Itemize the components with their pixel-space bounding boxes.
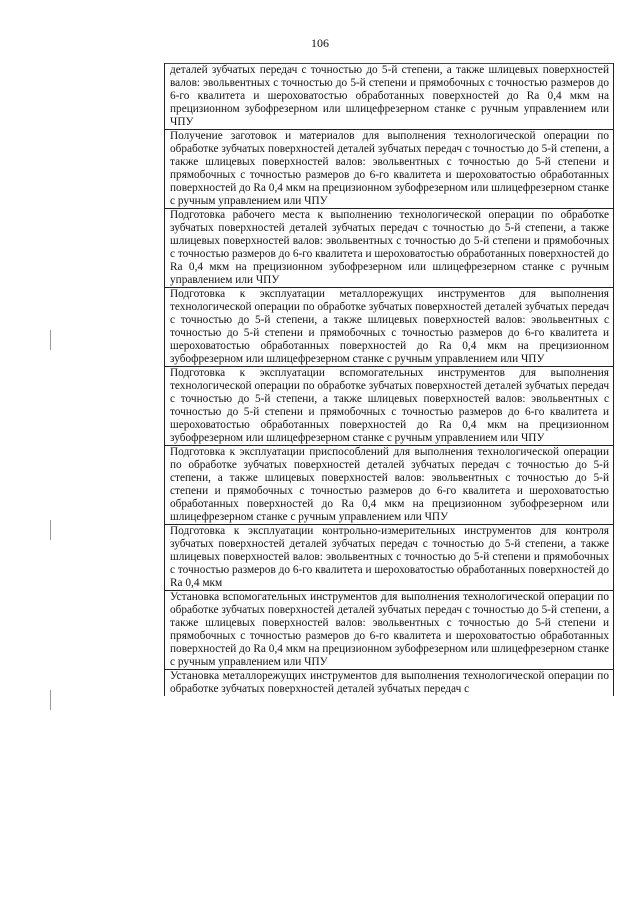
- page-number: 106: [311, 36, 329, 50]
- task-table: [164, 63, 614, 696]
- left-margin-rule: [50, 690, 51, 710]
- table-row: Получение заготовок и материалов для выполнения технологической операции по обработке зубчатых поверхностей деталей зубчатых передач с точностью до 5-й степени, а также шлицевых поверхностей валов: эвольвентных с точностью до 5-й степени и прямобочных с точностью размеров до 6-го квалитета и шероховатостью обработанных поверхностей до Ra 0,4 мкм на прецизионном зубофрезерном или шлицефрезерном станке с ручным управлением или ЧПУ: [165, 129, 613, 208]
- table-row: Установка вспомогательных инструментов для выполнения технологической операции по обработке зубчатых поверхностей деталей зубчатых передач с точностью до 5-й степени, а также шлицевых поверхностей валов: эвольвентных с точностью до 5-й степени и прямобочных с точностью размеров до 6-го квалитета и шероховатостью обработанных поверхностей до Ra 0,4 мкм на прецизионном зубофрезерном или шлицефрезерном станке с ручным управлением или ЧПУ: [165, 590, 613, 669]
- table-row: Подготовка к эксплуатации металлорежущих инструментов для выполнения технологической операции по обработке зубчатых поверхностей деталей зубчатых передач с точностью до 5-й степени, а также шлицевых поверхностей валов: эвольвентных с точностью до 5-й степени и прямобочных с точностью размеров до 6-го квалитета и шероховатостью обработанных поверхностей до Ra 0,4 мкм на прецизионном зубофрезерном или шлицефрезерном станке с ручным управлением или ЧПУ: [165, 287, 613, 366]
- table-row: Подготовка к эксплуатации приспособлений для выполнения технологической операции по обработке зубчатых поверхностей деталей зубчатых передач с точностью до 5-й степени, а также шлицевых поверхностей валов: эвольвентных с точностью до 5-й степени и прямобочных с точностью размеров до 6-го квалитета и шероховатостью обработанных поверхностей до Ra 0,4 мкм на прецизионном зубофрезерном или шлицефрезерном станке с ручным управлением или ЧПУ: [165, 445, 613, 524]
- table-row: Установка металлорежущих инструментов для выполнения технологической операции по обработке зубчатых поверхностей деталей зубчатых передач с: [165, 669, 613, 696]
- table-row: Подготовка к эксплуатации контрольно-измерительных инструментов для контроля зубчатых поверхностей деталей зубчатых передач с точностью до 5-й степени, а также шлицевых поверхностей валов: эвольвентных с точностью до 5-й степени и прямобочных с точностью размеров до 6-го квалитета и шероховатостью обработанных поверхностей до Ra 0,4 мкм: [165, 524, 613, 590]
- left-margin-rule: [50, 330, 51, 350]
- left-margin-rule: [50, 520, 51, 540]
- table-row: Подготовка рабочего места к выполнению технологической операции по обработке зубчатых поверхностей деталей зубчатых передач с точностью до 5-й степени, а также шлицевых поверхностей валов: эвольвентных с точностью до 5-й степени и прямобочных с точностью размеров до 6-го квалитета и шероховатостью обработанных поверхностей до Ra 0,4 мкм на прецизионном зубофрезерном или шлицефрезерном станке с ручным управлением или ЧПУ: [165, 208, 613, 287]
- table-row: деталей зубчатых передач с точностью до 5-й степени, а также шлицевых поверхностей валов: эвольвентных с точностью до 5-й степени и прямобочных с точностью размеров до 6-го квалитета и шероховатостью обработанных поверхностей до Ra 0,4 мкм на прецизионном зубофрезерном или шлицефрезерном станке с ручным управлением или ЧПУ: [165, 63, 613, 129]
- table-row: Подготовка к эксплуатации вспомогательных инструментов для выполнения технологической операции по обработке зубчатых поверхностей деталей зубчатых передач с точностью до 5-й степени, а также шлицевых поверхностей валов: эвольвентных с точностью до 5-й степени и прямобочных с точностью размеров до 6-го квалитета и шероховатостью обработанных поверхностей до Ra 0,4 мкм на прецизионном зубофрезерном или шлицефрезерном станке с ручным управлением или ЧПУ: [165, 366, 613, 445]
